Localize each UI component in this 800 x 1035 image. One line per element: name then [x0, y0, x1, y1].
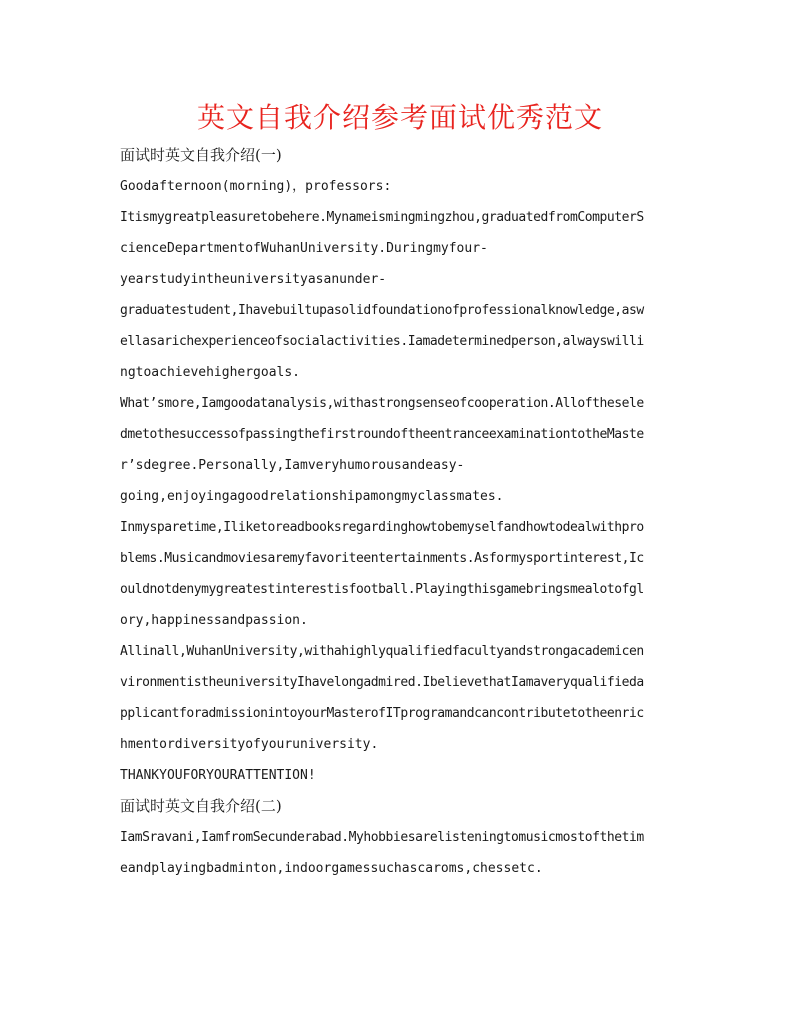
text-line: cienceDepartmentofWuhanUniversity.Duringmyfour- — [120, 241, 488, 256]
text-line: yearstudyintheuniversityasanunder- — [120, 272, 387, 287]
text-line: Goodafternoon(morning)，professors: — [120, 179, 392, 194]
text-line: graduatestudent,Ihavebuiltupasolidfoundationofprofessionalknowledge,asw — [120, 303, 644, 318]
text-line: Allinall,WuhanUniversity,withahighlyqualifiedfacultyandstrongacademicen — [120, 644, 644, 659]
section-heading-2: 面试时英文自我介绍(二) — [120, 797, 282, 815]
text-line: ellasarichexperienceofsocialactivities.Iamadeterminedperson,alwayswilli — [120, 334, 644, 349]
text-line: dmetothesuccessofpassingthefirstroundoftheentranceexaminationtotheMaste — [120, 427, 644, 442]
text-line: Itismygreatpleasuretobehere.Mynameismingmingzhou,graduatedfromComputerS — [120, 210, 644, 225]
text-line: ngtoachievehighergoals. — [120, 365, 301, 380]
text-line: IamSravani,IamfromSecunderabad.Myhobbiesarelisteningtomusicmostofthetim — [120, 830, 644, 845]
text-line: r’sdegree.Personally,Iamveryhumorousandeasy- — [120, 458, 465, 473]
text-line: going,enjoyingagoodrelationshipamongmyclassmates. — [120, 489, 504, 504]
text-line: blems.Musicandmoviesaremyfavoriteentertainments.Asformysportinterest,Ic — [120, 551, 644, 566]
text-line: pplicantforadmissionintoyourMasterofITprogramandcancontributetotheenric — [120, 706, 644, 721]
section-heading-1: 面试时英文自我介绍(一) — [120, 146, 282, 164]
text-line: ory,happinessandpassion. — [120, 613, 308, 628]
document-title: 英文自我介绍参考面试优秀范文 — [196, 101, 603, 134]
text-line: What’smore,Iamgoodatanalysis,withastrongsenseofcooperation.Alloftheselе — [120, 396, 644, 411]
text-line: eandplayingbadminton,indoorgamessuchascaroms,chessetc. — [120, 861, 543, 876]
text-line: ouldnotdenymygreatestinterestisfootball.Playingthisgamebringsmealotofgl — [120, 582, 644, 597]
text-line: Inmysparetime,Iliketoreadbooksregardinghowtobemyselfandhowtodealwithpro — [120, 520, 644, 535]
document-body — [120, 140, 682, 884]
text-line: hmentordiversityofyouruniversity. — [120, 737, 379, 752]
text-line: THANKYOUFORYOURATTENTION! — [120, 768, 316, 783]
text-line: vironmentistheuniversityIhavelongadmired.IbelievethatIamaveryqualifieda — [120, 675, 644, 690]
